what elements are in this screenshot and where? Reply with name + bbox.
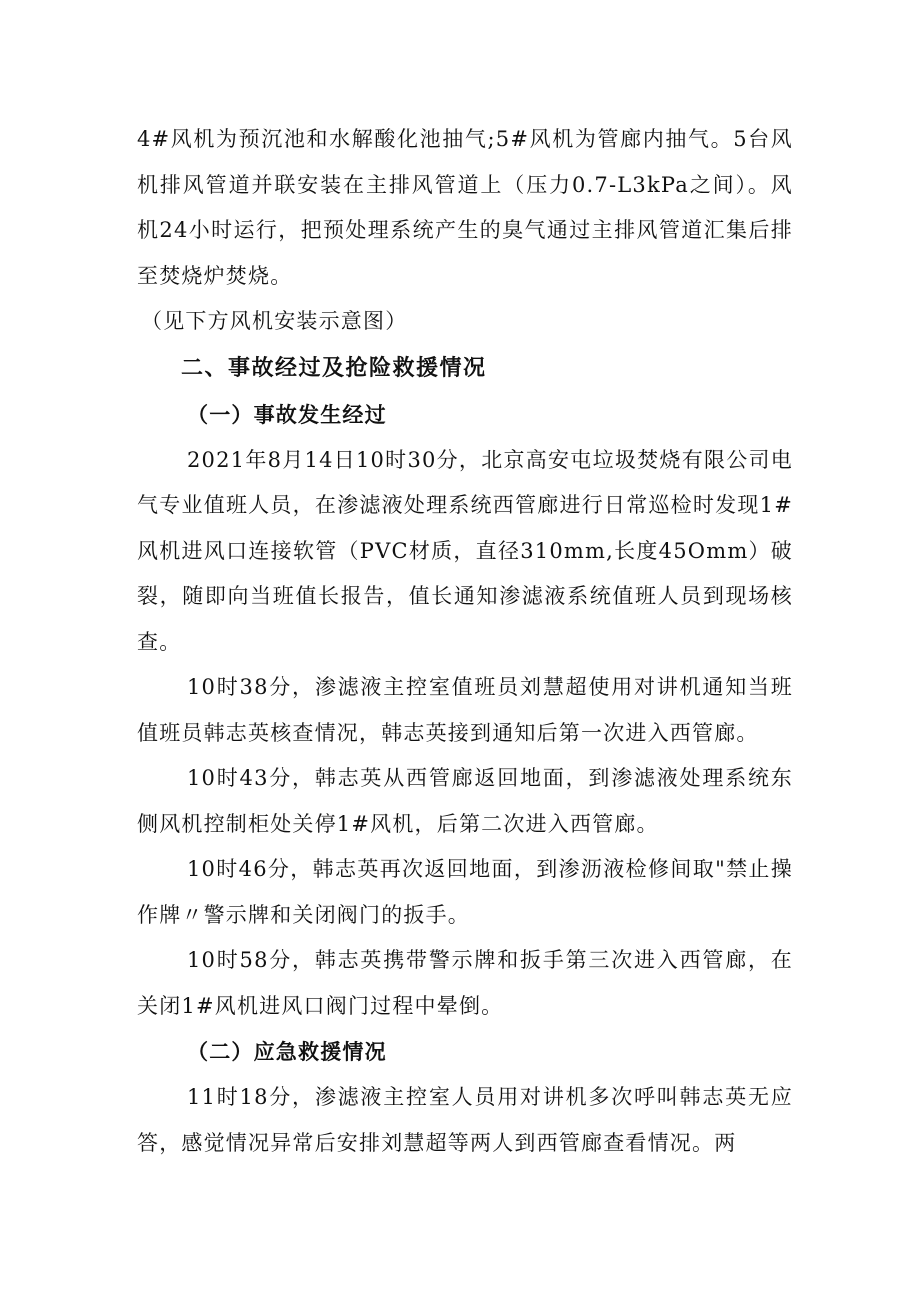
section-heading-accident-process: 二、事故经过及抢险救援情况 — [181, 354, 487, 381]
paragraph-1058: 10时58分，韩志英携带警示牌和扳手第三次进入西管廊，在关闭1#风机进风口阀门过程中晕倒。 — [137, 948, 793, 1018]
figure-reference-note: （见下方风机安装示意图） — [141, 309, 408, 333]
subsection-heading-emergency-rescue: （二）应急救援情况 — [187, 1039, 387, 1064]
document-body — [137, 117, 793, 1166]
paragraph-1118: 11时18分，渗滤液主控室人员用对讲机多次呼叫韩志英无应答，感觉情况异常后安排刘慧超等两人到西管廊查看情况。两 — [137, 1085, 793, 1155]
subsection-heading-accident-occurrence: （一）事故发生经过 — [187, 401, 387, 427]
paragraph-1046: 10时46分，韩志英再次返回地面，到渗沥液检修间取"禁止操作牌〃警示牌和关闭阀门的扳手。 — [137, 857, 793, 927]
paragraph-1038: 10时38分，渗滤液主控室值班员刘慧超使用对讲机通知当班值班员韩志英核查情况，韩志英接到通知后第一次进入西管廊。 — [137, 675, 793, 745]
paragraph-1030: 2021年8月14日10时30分，北京高安屯垃圾焚烧有限公司电气专业值班人员，在渗滤液处理系统西管廊进行日常巡检时发现1#风机进风口连接软管（PVC材质，直径310mm,长度45Omm）破裂，随即向当班值长报告，值长通知渗滤液系统值班人员到现场核查。 — [137, 447, 793, 654]
paragraph-1043: 10时43分，韩志英从西管廊返回地面，到渗滤液处理系统东侧风机控制柜处关停1#风机，后第二次进入西管廊。 — [137, 766, 793, 836]
paragraph-fan-description: 4#风机为预沉池和水解酸化池抽气;5#风机为管廊内抽气。5台风机排风管道并联安装在主排风管道上（压力0.7-L3kPa之间）。风机24小时运行，把预处理系统产生的臭气通过主排风管道汇集后排至焚烧炉焚烧。 — [137, 127, 793, 288]
